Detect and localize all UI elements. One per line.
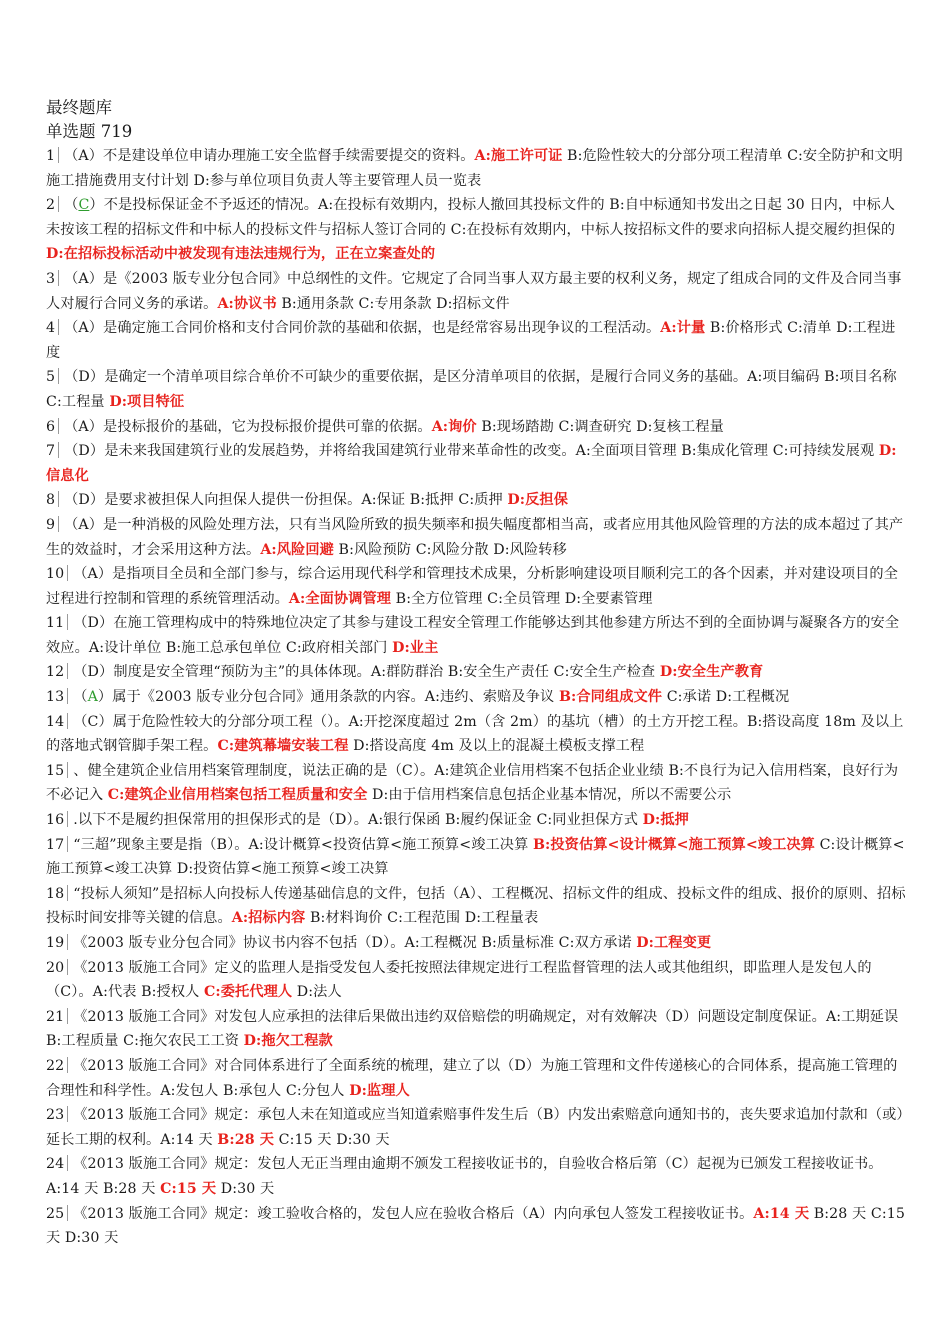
question-number: 18 bbox=[46, 885, 65, 902]
separator-bar bbox=[67, 836, 68, 852]
correct-answer: D:安全生产教育 bbox=[659, 664, 764, 681]
question-item bbox=[46, 882, 906, 931]
question-item bbox=[46, 808, 906, 833]
question-item bbox=[46, 1202, 906, 1251]
correct-answer: D:信息化 bbox=[46, 443, 897, 484]
separator-bar bbox=[58, 516, 59, 532]
question-text: ）不是投标保证金不予返还的情况。A:在投标有效期内，投标人撤回其投标文件的 B:自中标通知书发出之日起 30 日内，中标人未按该工程的招标文件和中标人的投标文件与招标人签订合同的 C:在投标有效期内，中标人按招标文件的要求向招标人提交履约担保的 bbox=[46, 197, 896, 238]
separator-bar bbox=[58, 368, 59, 384]
question-list bbox=[46, 144, 906, 1251]
question-text: ）属于《2003 版专业分包合同》通用条款的内容。A:违约、索赔及争议 bbox=[97, 689, 559, 706]
correct-answer: A:询价 bbox=[431, 418, 477, 435]
question-number: 11 bbox=[46, 615, 65, 632]
question-item bbox=[46, 956, 906, 1005]
correct-answer: B:投资估算<设计概算<施工预算<竣工决算 bbox=[532, 836, 815, 853]
question-text: 《2013 版施工合同》规定：发包人无正当理由逾期不颁发工程接收证书的，自验收合格后第（C）起视为已颁发工程接收证书。A:14 天 B:28 天 bbox=[46, 1156, 883, 1197]
question-text: 《2013 版施工合同》规定：承包人未在知道或应当知道索赔事件发生后（B）内发出索赔意向通知书的，丧失要求追加付款和（或）延长工期的权利。A:14 天 bbox=[46, 1107, 904, 1148]
correct-answer: A:14 天 bbox=[753, 1205, 810, 1222]
question-text: （D）制度是安全管理“预防为主”的具体体现。A:群防群治 B:安全生产责任 C:安全生产检查 bbox=[73, 664, 660, 681]
question-options: D:法人 bbox=[292, 984, 342, 1001]
separator-bar bbox=[67, 934, 68, 950]
question-text: “投标人须知”是招标人向投标人传递基础信息的文件，包括（A）、工程概况、招标文件的组成、投标文件的组成、报价的原则、招标投标时间安排等关键的信息。 bbox=[46, 885, 906, 927]
question-options: B:风险预防 C:风险分散 D:风险转移 bbox=[333, 541, 567, 558]
question-options: C:设计概算<施工预算<竣工决算 D:投资估算<施工预算<竣工决算 bbox=[46, 836, 905, 878]
question-text-prefix: （ bbox=[64, 197, 79, 214]
separator-bar bbox=[58, 147, 59, 163]
correct-answer: A:风险回避 bbox=[260, 541, 334, 558]
separator-bar bbox=[67, 614, 68, 630]
question-text: 《2013 版施工合同》对合同体系进行了全面系统的梳理，建立了以（D）为施工管理和文件传递核心的合同体系，提高施工管理的合理性和科学性。A:发包人 B:承包人 C:分包人 bbox=[46, 1057, 898, 1099]
separator-bar bbox=[67, 565, 68, 581]
question-item bbox=[46, 611, 906, 660]
question-number: 8 bbox=[46, 492, 56, 509]
question-item bbox=[46, 1152, 906, 1201]
question-text: 《2013 版施工合同》对发包人应承担的法律后果做出违约双倍赔偿的明确规定，对有效解决（D）问题设定制度保证。A:工期延误 B:工程质量 C:拖欠农民工工资 bbox=[46, 1008, 899, 1050]
separator-bar bbox=[67, 885, 68, 901]
question-number: 24 bbox=[46, 1156, 65, 1173]
question-number: 17 bbox=[46, 836, 65, 853]
separator-bar bbox=[67, 1205, 68, 1221]
question-options: D:搭设高度 4m 及以上的混凝土模板支撑工程 bbox=[348, 738, 645, 755]
question-text: （A）不是建设单位申请办理施工安全监督手续需要提交的资料。 bbox=[64, 148, 475, 164]
question-text: （D）是未来我国建筑行业的发展趋势，并将给我国建筑行业带来革命性的改变。A:全面项目管理 B:集成化管理 C:可持续发展观 bbox=[64, 443, 879, 460]
question-item bbox=[46, 759, 906, 808]
question-item bbox=[46, 562, 906, 611]
question-number: 15 bbox=[46, 762, 65, 779]
question-number: 10 bbox=[46, 566, 65, 583]
question-options: B:全方位管理 C:全员管理 D:全要素管理 bbox=[391, 590, 653, 607]
question-item bbox=[46, 193, 906, 267]
separator-bar bbox=[67, 688, 68, 704]
correct-answer: D:监理人 bbox=[349, 1082, 410, 1099]
correct-answer: D:工程变更 bbox=[636, 935, 712, 951]
separator-bar bbox=[58, 442, 59, 458]
question-options: B:现场踏勘 C:调查研究 D:复核工程量 bbox=[476, 418, 724, 435]
separator-bar bbox=[67, 713, 68, 729]
question-options: B:材料询价 C:工程范围 D:工程量表 bbox=[305, 910, 539, 927]
question-item bbox=[46, 710, 906, 759]
question-number: 16 bbox=[46, 812, 65, 829]
correct-answer: D:在招标投标活动中被发现有违法违规行为，正在立案查处的 bbox=[46, 246, 436, 263]
question-number: 14 bbox=[46, 713, 65, 730]
question-item bbox=[46, 439, 906, 488]
question-number: 21 bbox=[46, 1008, 65, 1025]
question-item bbox=[46, 1103, 906, 1152]
question-marked-letter: C bbox=[78, 197, 90, 214]
question-options: D:30 天 bbox=[216, 1180, 275, 1197]
question-number: 4 bbox=[46, 320, 56, 337]
correct-answer: A:协议书 bbox=[217, 295, 277, 312]
question-text: .以下不是履约担保常用的担保形式的是（D）。A:银行保函 B:履约保证金 C:同业担保方式 bbox=[73, 812, 643, 829]
separator-bar bbox=[67, 762, 68, 778]
question-number: 5 bbox=[46, 369, 56, 386]
question-item bbox=[46, 365, 906, 414]
question-number: 23 bbox=[46, 1107, 65, 1124]
separator-bar bbox=[58, 418, 59, 434]
correct-answer: C:建筑企业信用档案包括工程质量和安全 bbox=[107, 787, 368, 804]
separator-bar bbox=[58, 319, 59, 335]
correct-answer: D:抵押 bbox=[642, 812, 689, 829]
question-options: B:价格形式 C:清单 D:工程进度 bbox=[46, 320, 896, 361]
question-number: 1 bbox=[46, 148, 56, 164]
question-options: C:承诺 D:工程概况 bbox=[662, 689, 790, 706]
question-text: 、健全建筑企业信用档案管理制度，说法正确的是（C）。A:建筑企业信用档案不包括企业业绩 B:不良行为记入信用档案，良好行为不必记入 bbox=[46, 762, 899, 804]
separator-bar bbox=[67, 663, 68, 679]
question-text: 《2013 版施工合同》定义的监理人是指受发包人委托按照法律规定进行工程监督管理的法人或其他组织，即监理人是发包人的（C）。A:代表 B:授权人 bbox=[46, 959, 872, 1001]
question-number: 20 bbox=[46, 959, 65, 976]
question-item bbox=[46, 144, 906, 193]
correct-answer: C:15 天 bbox=[160, 1180, 217, 1197]
question-options: B:28 天 C:15 天 D:30 天 bbox=[46, 1205, 905, 1247]
question-item bbox=[46, 513, 906, 562]
question-number: 7 bbox=[46, 443, 56, 460]
question-options: C:15 天 D:30 天 bbox=[274, 1131, 390, 1148]
question-options: B:通用条款 C:专用条款 D:招标文件 bbox=[276, 295, 510, 312]
separator-bar bbox=[67, 811, 68, 827]
question-text: （A）是投标报价的基础，它为投标报价提供可靠的依据。 bbox=[64, 418, 432, 435]
question-item bbox=[46, 267, 906, 316]
question-text: 《2013 版施工合同》规定：竣工验收合格的，发包人应在验收合格后（A）内向承包人签发工程接收证书。 bbox=[73, 1205, 754, 1222]
separator-bar bbox=[67, 1008, 68, 1024]
question-text-prefix: （ bbox=[73, 689, 88, 706]
question-text: （C）属于危险性较大的分部分项工程（）。A:开挖深度超过 2m（含 2m）的基坑（槽）的土方开挖工程。B:搭设高度 18m 及以上的落地式钢管脚手架工程。 bbox=[46, 713, 904, 755]
separator-bar bbox=[58, 196, 59, 212]
question-marked-letter: A bbox=[87, 689, 98, 706]
question-item bbox=[46, 1005, 906, 1054]
question-number: 22 bbox=[46, 1057, 65, 1074]
question-options: B:危险性较大的分部分项工程清单 C:安全防护和文明施工措施费用支付计划 D:参与单位项目负责人等主要管理人员一览表 bbox=[46, 148, 903, 189]
question-item bbox=[46, 415, 906, 440]
question-number: 12 bbox=[46, 664, 65, 681]
correct-answer: C:建筑幕墙安装工程 bbox=[217, 738, 349, 755]
document-page bbox=[46, 96, 906, 1251]
question-number: 13 bbox=[46, 689, 65, 706]
question-text: （A）是一种消极的风险处理方法，只有当风险所致的损失频率和损失幅度都相当高，或者应用其他风险管理的方法的成本超过了其产生的效益时，才会采用这种方法。 bbox=[46, 516, 904, 558]
question-item bbox=[46, 316, 906, 365]
question-item bbox=[46, 660, 906, 685]
separator-bar bbox=[58, 491, 59, 507]
question-number: 19 bbox=[46, 935, 65, 951]
question-text: 《2003 版专业分包合同》协议书内容不包括（D）。A:工程概况 B:质量标准 C:双方承诺 bbox=[73, 935, 637, 951]
correct-answer: B:合同组成文件 bbox=[558, 689, 663, 706]
question-item bbox=[46, 685, 906, 710]
question-item bbox=[46, 1054, 906, 1103]
question-text: （A）是《2003 版专业分包合同》中总纲性的文件。它规定了合同当事人双方最主要的权利义务，规定了组成合同的文件及合同当事人对履行合同义务的承诺。 bbox=[46, 270, 902, 312]
correct-answer: D:反担保 bbox=[507, 492, 568, 509]
question-number: 9 bbox=[46, 516, 56, 533]
separator-bar bbox=[67, 1057, 68, 1073]
correct-answer: A:招标内容 bbox=[231, 910, 306, 927]
correct-answer: A:施工许可证 bbox=[474, 148, 563, 164]
question-text: （A）是确定施工合同价格和支付合同价款的基础和依据，也是经常容易出现争议的工程活动。 bbox=[64, 320, 661, 337]
question-text: （D）在施工管理构成中的特殊地位决定了其参与建设工程安全管理工作能够达到其他参建方所达不到的全面协调与凝聚各方的安全效应。A:设计单位 B:施工总承包单位 C:政府相关部门 bbox=[46, 615, 900, 656]
separator-bar bbox=[67, 959, 68, 975]
question-text: （D）是要求被担保人向担保人提供一份担保。A:保证 B:抵押 C:质押 bbox=[64, 492, 508, 509]
question-options: D:由于信用档案信息包括企业基本情况，所以不需要公示 bbox=[367, 787, 732, 804]
separator-bar bbox=[67, 1106, 68, 1122]
question-item bbox=[46, 488, 906, 513]
question-text: “三超”现象主要是指（B）。A:设计概算<投资估算<施工预算<竣工决算 bbox=[73, 836, 533, 853]
correct-answer: A:全面协调管理 bbox=[288, 590, 392, 607]
correct-answer: C:委托代理人 bbox=[204, 984, 293, 1001]
separator-bar bbox=[67, 1155, 68, 1171]
separator-bar bbox=[58, 270, 59, 286]
question-item bbox=[46, 833, 906, 882]
question-number: 25 bbox=[46, 1205, 65, 1222]
correct-answer: D:拖欠工程款 bbox=[243, 1033, 333, 1050]
section-title: 单选题 719 bbox=[46, 122, 133, 141]
question-item bbox=[46, 931, 906, 956]
correct-answer: D:项目特征 bbox=[109, 393, 185, 410]
question-number: 3 bbox=[46, 270, 56, 287]
correct-answer: D:业主 bbox=[392, 639, 439, 656]
question-text: （A）是指项目全员和全部门参与，综合运用现代科学和管理技术成果，分析影响建设项目顺利完工的各个因素，并对建设项目的全过程进行控制和管理的系统管理活动。 bbox=[46, 566, 899, 607]
document-title: 最终题库 bbox=[46, 98, 112, 117]
question-text: （D）是确定一个清单项目综合单价不可缺少的重要依据，是区分清单项目的依据，是履行合同义务的基础。A:项目编码 B:项目名称 C:工程量 bbox=[46, 369, 897, 410]
question-number: 2 bbox=[46, 197, 56, 214]
correct-answer: B:28 天 bbox=[217, 1131, 274, 1148]
question-number: 6 bbox=[46, 418, 56, 435]
correct-answer: A:计量 bbox=[660, 320, 706, 337]
